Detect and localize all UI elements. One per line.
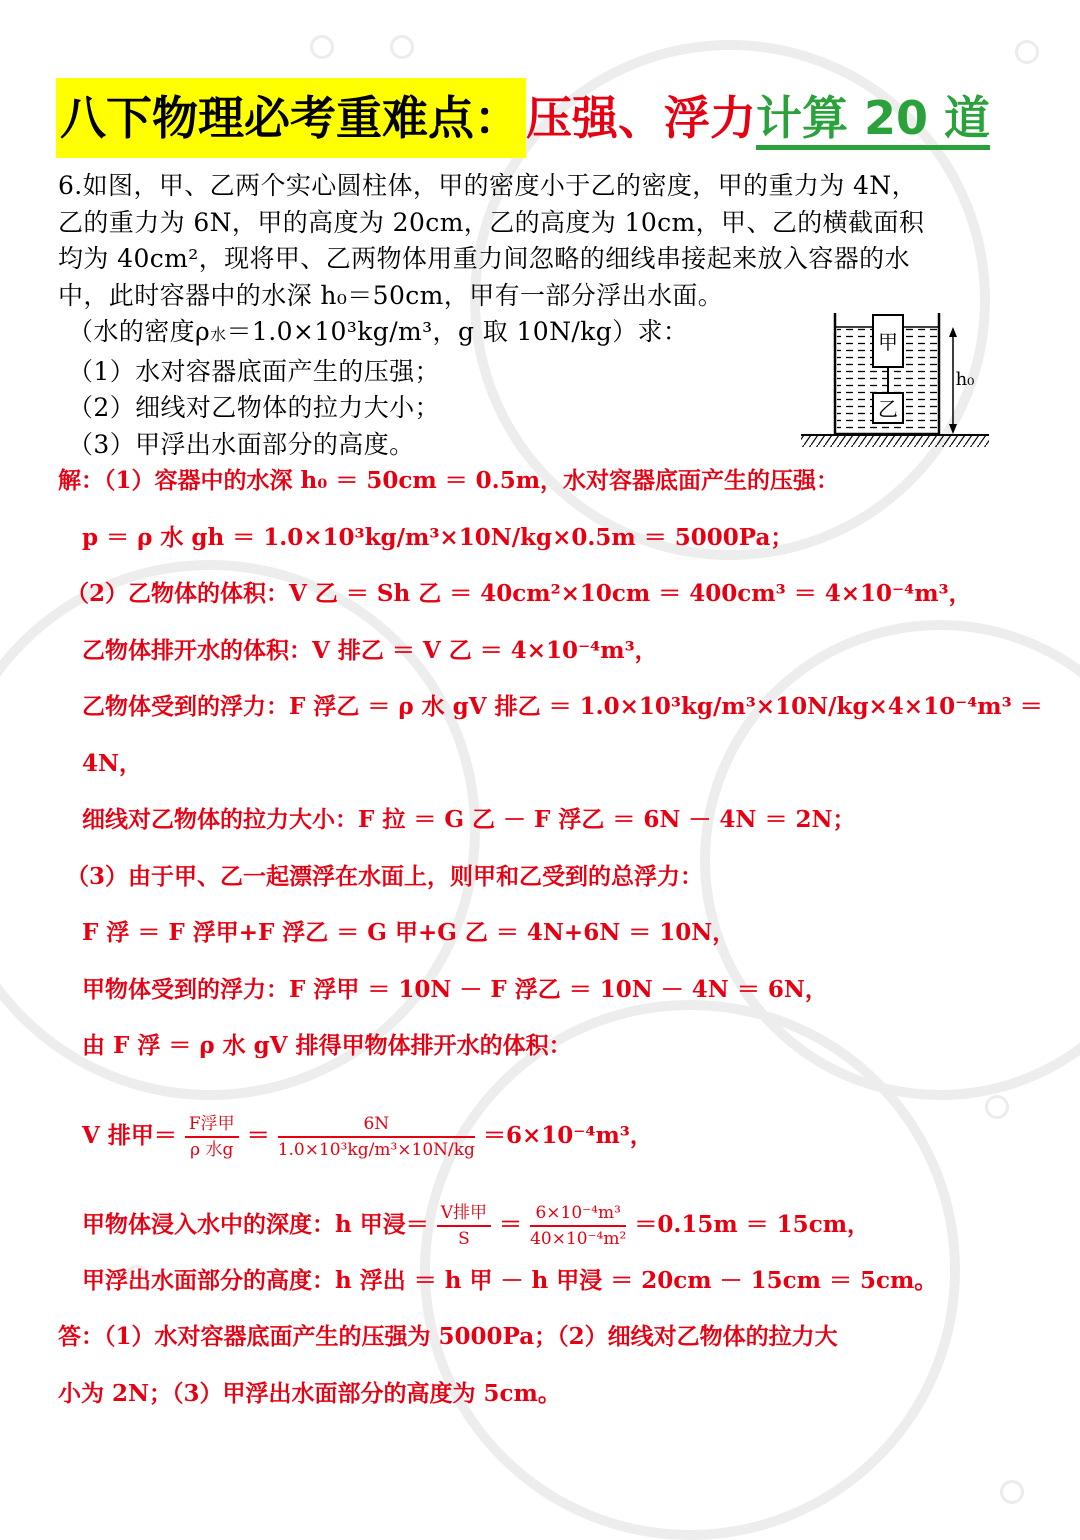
problem-line: 中，此时容器中的水深 h₀＝50cm，甲有一部分浮出水面。 (58, 280, 724, 310)
title-red: 压强、浮力 (526, 91, 756, 145)
watermark-dot (310, 35, 334, 59)
watermark-dot (390, 35, 414, 59)
watermark-dot (1015, 40, 1039, 64)
solution-fraction-line: V 排甲＝ $\frac{\text{F浮甲}}{\text{ρ 水g}}$ ＝ $\frac{6N}{\text{1.0×10³kg/m³×10N/kg}}$ ＝6×10⁻⁴m³， (82, 1113, 653, 1160)
problem-line: 均为 40cm²，现将甲、乙两物体用重力间忽略的细线串接起来放入容器的水 (58, 244, 910, 273)
solution-line: 乙物体排开水的体积：V 排乙 ＝ V 乙 ＝ 4×10⁻⁴m³， (82, 636, 658, 664)
fraction: $\frac{\text{F浮甲}}{\text{ρ 水g}}$ (185, 1112, 239, 1162)
solution-line: 解：（1）容器中的水深 h₀ ＝ 50cm ＝ 0.5m，水对容器底面产生的压强： (58, 467, 840, 494)
solution (58, 460, 1048, 1429)
solution-line: 4N， (82, 749, 143, 777)
solution-fraction-line: 甲物体浸入水中的深度：h 甲浸＝ $\frac{\text{V排甲}}{S}$ ＝ $\frac{\text{6×10⁻⁴m³}}{\text{40×10⁻⁴m²}}$ ＝0.15m ＝ 15cm， (82, 1202, 871, 1249)
solution-line: （2）乙物体的体积：V 乙 ＝ Sh 乙 ＝ 40cm²×10cm ＝ 400cm³ ＝ 4×10⁻⁴m³， (66, 580, 972, 607)
solution-line: 甲浮出水面部分的高度：h 浮出 ＝ h 甲 － h 甲浸 ＝ 20cm － 15cm ＝ 5cm。 (82, 1266, 938, 1294)
solution-line: 由 F 浮 ＝ ρ 水 gV 排得甲物体排开水的体积： (82, 1032, 572, 1059)
fraction: $\frac{\text{V排甲}}{S}$ (437, 1201, 491, 1251)
watermark-dot (1000, 1480, 1024, 1504)
solution-line: 细线对乙物体的拉力大小：F 拉 ＝ G 乙 － F 浮乙 ＝ 6N － 4N ＝ 2N； (82, 806, 856, 833)
question-2: （2）细线对乙物体的拉力大小； (68, 393, 440, 422)
solution-line: p ＝ ρ 水 gh ＝ 1.0×10³kg/m³×10N/kg×0.5m ＝ 5000Pa； (82, 523, 794, 551)
title-green: 计算 20 道 (756, 91, 990, 150)
answer-line: 小为 2N；（3）甲浮出水面部分的高度为 5cm。 (58, 1379, 561, 1407)
question-1: （1）水对容器底面产生的压强； (68, 356, 440, 386)
depth-label: h₀ (955, 369, 975, 390)
solution-line: 乙物体受到的浮力：F 浮乙 ＝ ρ 水 gV 排乙 ＝ 1.0×10³kg/m³×10N/kg×4×10⁻⁴m³ ＝ (82, 693, 1043, 720)
container-diagram (797, 305, 997, 450)
problem-constants: （水的密度ρ水＝1.0×10³kg/m³，g 取 10N/kg）求： (68, 317, 689, 346)
question-3: （3）甲浮出水面部分的高度。 (68, 429, 415, 459)
problem-line: 乙的重力为 6N，甲的高度为 20cm，乙的高度为 10cm，甲、乙的横截面积 (58, 207, 925, 237)
problem-line: 6.如图，甲、乙两个实心圆柱体，甲的密度小于乙的密度，甲的重力为 4N， (58, 171, 917, 200)
fraction: $\frac{\text{6×10⁻⁴m³}}{\text{40×10⁻⁴m²}}$ (530, 1202, 627, 1249)
title-highlight: 八下物理必考重难点： (56, 78, 526, 158)
solution-line: 甲物体受到的浮力：F 浮甲 ＝ 10N － F 浮乙 ＝ 10N － 4N ＝ 6N， (82, 975, 828, 1003)
block-jia-label: 甲 (878, 330, 898, 354)
solution-line: F 浮 ＝ F 浮甲+F 浮乙 ＝ G 甲+G 乙 ＝ 4N+6N ＝ 10N， (82, 919, 736, 946)
answer-line: 答：（1）水对容器底面产生的压强为 5000Pa；（2）细线对乙物体的拉力大 (58, 1323, 838, 1350)
ground (801, 435, 989, 447)
fraction: $\frac{6N}{\text{1.0×10³kg/m³×10N/kg}}$ (277, 1113, 475, 1160)
solution-line: （3）由于甲、乙一起漂浮在水面上，则甲和乙受到的总浮力： (66, 862, 704, 890)
block-yi-label: 乙 (878, 397, 898, 421)
page-title (56, 78, 990, 158)
